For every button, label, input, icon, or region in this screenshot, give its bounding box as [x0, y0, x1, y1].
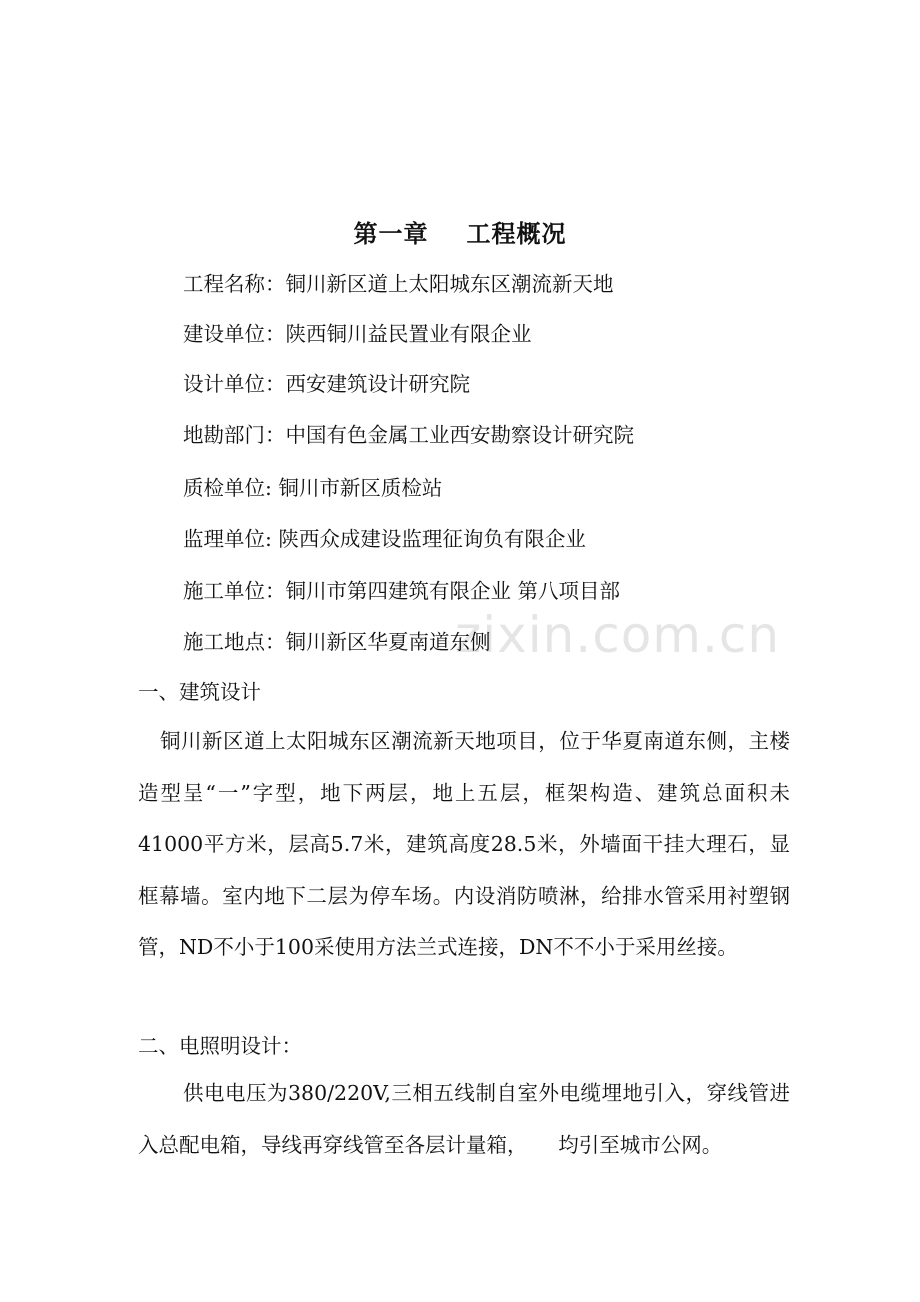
- chapter-number: 第一章: [353, 220, 429, 248]
- info-location: 施工地点：铜川新区华夏南道东侧: [183, 630, 491, 654]
- chapter-name: 工程概况: [466, 220, 567, 248]
- info-project-name: 工程名称：铜川新区道上太阳城东区潮流新天地: [183, 272, 614, 296]
- info-quality-inspection: 质检单位: 铜川市新区质检站: [183, 476, 443, 500]
- paragraph-electrical-text: 供电电压为380/220V,三相五线制自室外电缆埋地引入，穿线管进入总配电箱，导线再穿线管至各层计量箱， 均引至城市公网。: [138, 1081, 790, 1157]
- watermark: zixin.com.cn: [455, 606, 781, 664]
- paragraph-architecture: [138, 716, 790, 974]
- paragraph-electrical: [138, 1068, 790, 1171]
- info-designer: 设计单位：西安建筑设计研究院: [183, 372, 470, 396]
- info-developer: 建设单位：陕西铜川益民置业有限企业: [183, 322, 532, 346]
- info-contractor: 施工单位：铜川市第四建筑有限企业 第八项目部: [183, 579, 621, 603]
- info-survey: 地勘部门：中国有色金属工业西安勘察设计研究院: [183, 423, 634, 447]
- section-heading-architecture: 一、建筑设计: [138, 680, 261, 704]
- chapter-title: [0, 214, 920, 249]
- section-heading-electrical: 二、电照明设计：: [138, 1034, 302, 1058]
- paragraph-architecture-text: 铜川新区道上太阳城东区潮流新天地项目，位于华夏南道东侧，主楼造型呈“一”字型，地下两层，地上五层，框架构造、建筑总面积未41000平方米，层高5.7米，建筑高度28.5米，外墙面干挂大理石，显框幕墙。室内地下二层为停车场。内设消防喷淋，给排水管采用衬塑钢管，ND不小于100采使用方法兰式连接，DN不不小于采用丝接。: [138, 729, 790, 959]
- info-supervisor: 监理单位: 陕西众成建设监理征询负有限企业: [183, 527, 586, 551]
